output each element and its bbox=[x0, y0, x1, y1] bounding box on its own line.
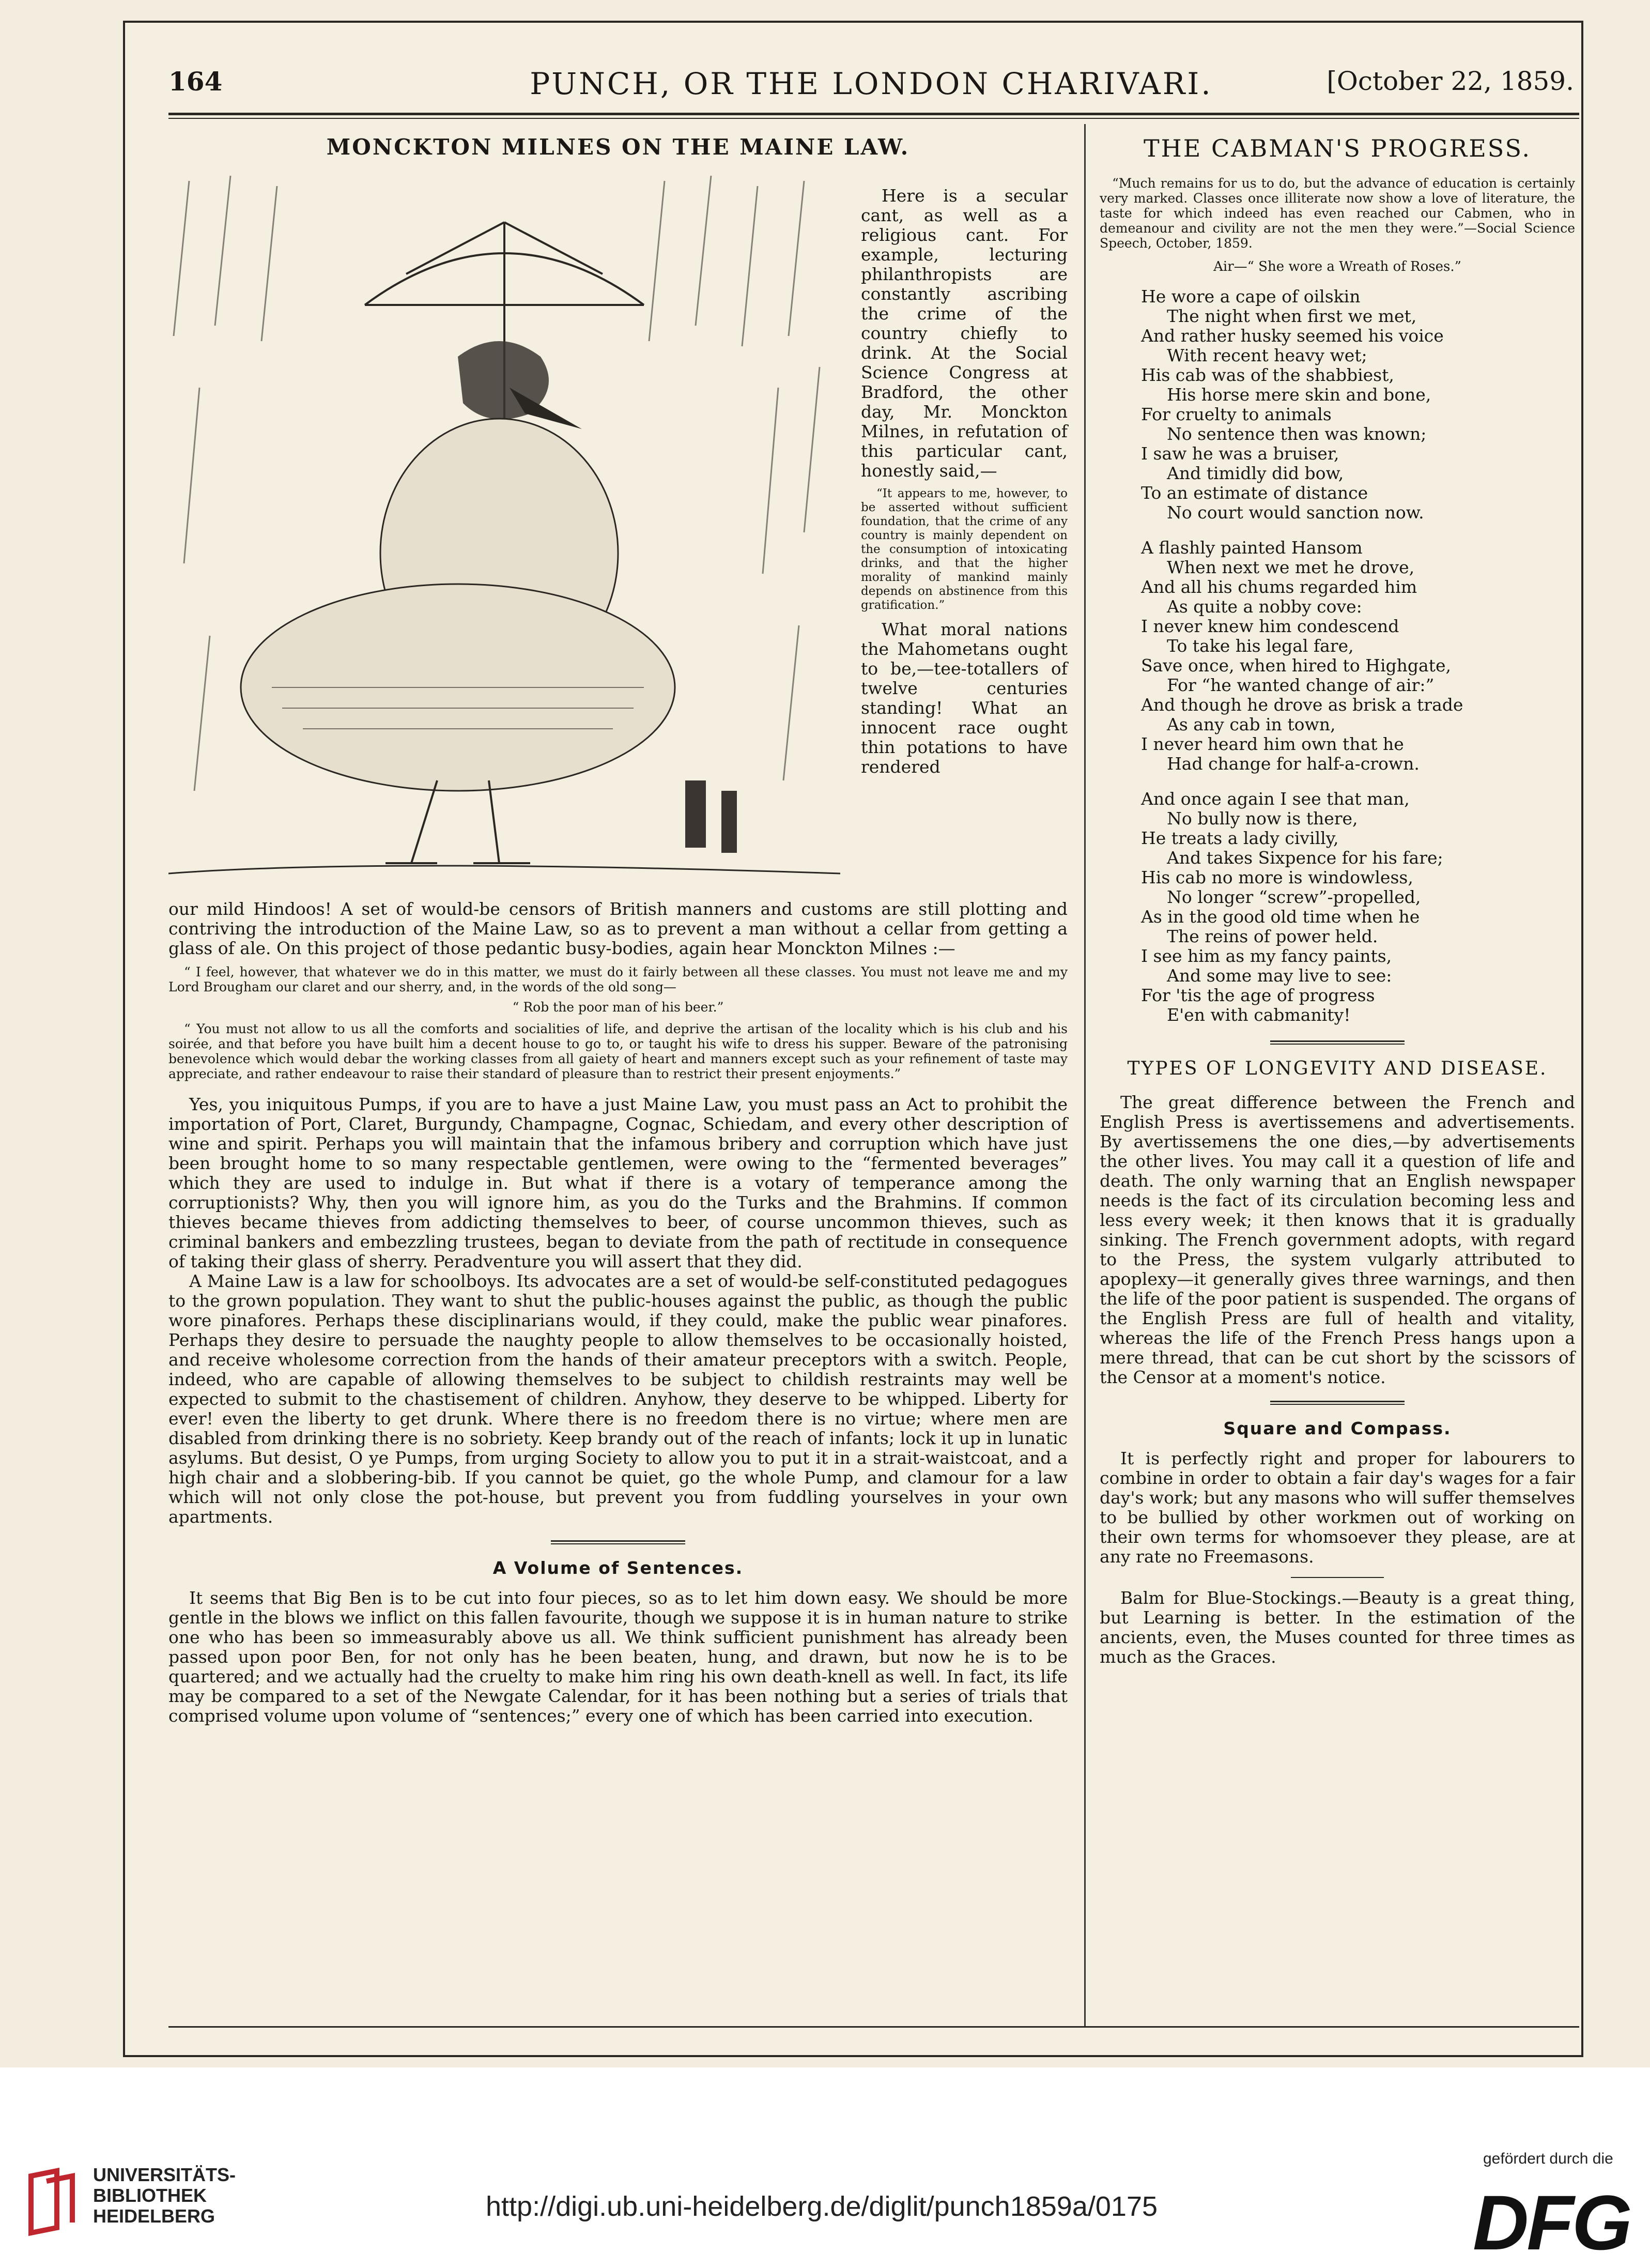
pumps-paragraph: Yes, you iniquitous Pumps, if you are to have a just Maine Law, you must pass an Act to prohibit the importation of Port, Claret, Burgundy, Champagne, Cognac, Schiedam, and every other description of wine and spirit. Perhaps you will maintain that the infamous bribery and corruption which have just been brought home to so many respectable gentlemen, were owing to the “fermented beverages” which they are used to indulge in. But what if there is a votary of temperance among the corruptionists? Why, then you will ignore him, as you do the Turks and the Brahmins. If common thieves became thieves from addicting themselves to beer, of course uncommon thieves, such as criminal bankers and embezzling trustees, began to deviate from the path of rectitude in consequence of taking their glass of sherry. Peradventure you will assert that they did. bbox=[168, 1094, 1068, 1271]
verse-line: With recent heavy wet; bbox=[1167, 345, 1367, 365]
verse-line: E'en with cabmanity! bbox=[1167, 1005, 1351, 1025]
verse-line: His cab was of the shabbiest, bbox=[1141, 365, 1394, 385]
poem-stanza-3 bbox=[1100, 789, 1575, 1025]
verse-line: His horse mere skin and bone, bbox=[1167, 385, 1431, 405]
sponsor-text: gefördert durch die bbox=[1483, 2150, 1613, 2167]
artisan-quote: “ You must not allow to us all the comforts and socialities of life, and deprive the artisan of the locality which is his club and his soirée, and that before you have built him a decent house to go to, or taught his wife to dress his supper. Beware of the patronising benevolence which would debar the working classes from all gaiety of heart and manners except such as your refinement of taste may appreciate, and rather endeavour to raise their standard of pleasure than to restrict their present enjoyments.” bbox=[168, 1021, 1068, 1081]
cartoon-illustration bbox=[168, 171, 840, 884]
rain-bird-umbrella-illustration bbox=[168, 171, 840, 884]
verse-line: For “he wanted change of air:” bbox=[1167, 675, 1435, 695]
verse-line: No court would sanction now. bbox=[1167, 502, 1424, 523]
song-quote: “ Rob the poor man of his beer.” bbox=[512, 1000, 724, 1015]
article-body-moncton bbox=[168, 899, 1068, 1726]
balm-paragraph: Balm for Blue-Stockings.—Beauty is a great thing, but Learning is better. In the estimation of the ancients, even, the Muses counted for three times as much as the Graces. bbox=[1100, 1588, 1575, 1667]
article-title-moncton: MONCKTON MILNES ON THE MAINE LAW. bbox=[326, 134, 910, 160]
issue-date: [October 22, 1859. bbox=[1327, 66, 1574, 96]
verse-line: Had change for half-a-crown. bbox=[1167, 754, 1420, 774]
verse-line: For cruelty to animals bbox=[1141, 404, 1332, 424]
milnes-quote: “It appears to me, however, to be asserted without sufficient foundation, that the crime of any country is mainly dependent on the consumption of intoxicating drinks, and that the higher morality of mankind mainly depends on abstinence from this gratification.” bbox=[861, 487, 1068, 612]
types-paragraph: The great difference between the French and English Press is avertissemens and advertisements. By avertissemens the one dies,—by advertisements the other lives. You may call it a question of life and death. The only warning that an English newspaper needs is the fact of its circulation becoming less and less every week; it then knows that it is gradually sinking. The French government adopts, with regard to the Press, the system vulgarly attributed to apoplexy—it generally gives three warnings, and then the life of the poor patient is suspended. The organs of the English Press are full of health and vitality, whereas the life of the French Press hangs upon a mere thread, that can be cut short by the scissors of the Censor at a moment's notice. bbox=[1100, 1092, 1575, 1387]
verse-line: I never knew him condescend bbox=[1141, 616, 1399, 636]
verse-line: I saw he was a bruiser, bbox=[1141, 443, 1339, 464]
right-column bbox=[1100, 134, 1575, 1667]
verse-line: And takes Sixpence for his fare; bbox=[1167, 848, 1443, 868]
section-divider bbox=[1270, 1401, 1405, 1405]
verse-line: His cab no more is windowless, bbox=[1141, 867, 1413, 887]
cabman-epigraph: “Much remains for us to do, but the advance of education is certainly very marked. Classes once illiterate now show a love of literature, the taste for which indeed has even reached our Cabmen, who in demeanour and civility are not the men they were.”—Social Science Speech, October, 1859. bbox=[1100, 176, 1575, 251]
verse-line: And rather husky seemed his voice bbox=[1141, 326, 1444, 346]
verse-line: And some may live to see: bbox=[1167, 966, 1392, 986]
cabman-poem bbox=[1100, 287, 1575, 1025]
verse-line: For 'tis the age of progress bbox=[1141, 985, 1375, 1005]
verse-line: As in the good old time when he bbox=[1141, 907, 1420, 927]
column-divider bbox=[1084, 124, 1086, 2026]
verse-line: The night when first we met, bbox=[1167, 306, 1417, 326]
poem-stanza-2 bbox=[1100, 538, 1575, 774]
section-divider bbox=[551, 1540, 685, 1544]
verse-line: To an estimate of distance bbox=[1141, 483, 1368, 503]
verse-line: And all his chums regarded him bbox=[1141, 577, 1417, 597]
verse-line: When next we met he drove, bbox=[1167, 557, 1415, 577]
dfg-logo: DFG bbox=[1473, 2179, 1630, 2266]
verse-line: He wore a cape of oilskin bbox=[1141, 286, 1361, 307]
article-title-types: TYPES OF LONGEVITY AND DISEASE. bbox=[1127, 1058, 1548, 1079]
left-column bbox=[168, 134, 1068, 1726]
verse-line: No bully now is there, bbox=[1167, 808, 1358, 829]
big-ben-paragraph: It seems that Big Ben is to be cut into four pieces, so as to let him down easy. We should be more gentle in the blows we inflict on this fallen favourite, though we suppose it is in human nature to strike one who has been so immeasurably above us all. We think sufficient punishment has already been passed upon poor Ben, for not only has he been beaten, hung, and drawn, but now he is to be quartered; and we actually had the cruelty to make him ring his own death-knell as well. In fact, its life may be compared to a set of the Newgate Calendar, for it has been nothing but a series of trials that comprised volume upon volume of “sentences;” every one of which has been carried into execution. bbox=[168, 1588, 1068, 1726]
header-rule bbox=[168, 113, 1579, 115]
illustration-sidebar-text bbox=[861, 186, 1068, 777]
section-divider-short bbox=[1291, 1577, 1384, 1578]
verse-line: The reins of power held. bbox=[1167, 926, 1378, 946]
verse-line: As quite a nobby cove: bbox=[1167, 596, 1362, 617]
digitization-footer bbox=[0, 2067, 1650, 2268]
section-divider bbox=[1270, 1040, 1405, 1045]
page-number: 164 bbox=[168, 66, 223, 97]
verse-line: He treats a lady civilly, bbox=[1141, 828, 1339, 848]
cabman-air: Air—“ She wore a Wreath of Roses.” bbox=[1213, 259, 1461, 274]
journal-title: PUNCH, OR THE LONDON CHARIVARI. bbox=[530, 66, 1213, 101]
library-name: UNIVERSITÄTS- BIBLIOTHEK HEIDELBERG bbox=[93, 2164, 236, 2227]
brougham-quote: “ I feel, however, that whatever we do in this matter, we must do it fairly between all these classes. You must not leave me and my Lord Brougham our claret and our sherry, and, in the words of the old song— bbox=[168, 964, 1068, 994]
verse-line: I see him as my fancy paints, bbox=[1141, 946, 1392, 966]
schoolboys-paragraph: A Maine Law is a law for schoolboys. Its advocates are a set of would-be self-constituted pedagogues to the grown population. They want to shut the public-houses against the public, as though the public wore pinafores. Perhaps these disciplinarians would, if they could, make the public wear pinafores. Perhaps they desire to persuade the naughty people to allow themselves to be occasionally hoisted, and receive wholesome correction from the hands of their amateur preceptors with a switch. People, indeed, who are capable of allowing themselves to be subject to childish restraints may well be expected to submit to the chastisement of children. Anyhow, they deserve to be whipped. Liberty for ever! even the liberty to get drunk. Where there is no freedom there is no virtue; where men are disabled from drinking there is no sobriety. Keep brandy out of the reach of infants; lock it up in lunatic asylums. But desist, O ye Pumps, from urging Society to allow you to put it in a strait-waistcoat, and a high chair and a slobbering-bib. If you cannot be quiet, go the whole Pump, and clamour for a law which will not only close the pot-house, but prevent you from fuddling yourselves in your own apartments. bbox=[168, 1271, 1068, 1527]
source-url-link[interactable]: http://digi.ub.uni-heidelberg.de/diglit/punch1859a/0175 bbox=[486, 2191, 1158, 2222]
verse-line: To take his legal fare, bbox=[1167, 636, 1354, 656]
poem-stanza-1 bbox=[1100, 287, 1575, 523]
intro-paragraph: Here is a secular cant, as well as a religious cant. For example, lecturing philanthropists are constantly ascribing the crime of the country chiefly to drink. At the Social Science Congress at Bradford, the other day, Mr. Monckton Milnes, in refutation of this particular cant, honestly said,— bbox=[861, 186, 1068, 481]
verse-line: I never heard him own that he bbox=[1141, 734, 1404, 754]
running-head bbox=[168, 66, 1574, 108]
bottom-rule bbox=[168, 2026, 1579, 2028]
university-library-logo-icon bbox=[21, 2166, 83, 2238]
verse-line: As any cab in town, bbox=[1167, 714, 1336, 734]
article-title-square: Square and Compass. bbox=[1223, 1418, 1452, 1438]
mahometans-paragraph: What moral nations the Mahometans ought to be,—tee-totallers of twelve centuries standing! What an innocent race ought thin potations to have rendered bbox=[861, 619, 1068, 777]
verse-line: A flashly painted Hansom bbox=[1141, 538, 1363, 558]
verse-line: Save once, when hired to Highgate, bbox=[1141, 655, 1451, 676]
header-rule-thin bbox=[168, 118, 1579, 119]
verse-line: And timidly did bow, bbox=[1167, 463, 1344, 483]
article-title-cabman: THE CABMAN'S PROGRESS. bbox=[1143, 134, 1532, 162]
square-paragraph: It is perfectly right and proper for labourers to combine in order to obtain a fair day's wages for a fair day's work; but any masons who will suffer themselves to be bullied by other workmen out of working on their own terms for whomsoever they please, are at any rate no Freemasons. bbox=[1100, 1448, 1575, 1567]
verse-line: And though he drove as brisk a trade bbox=[1141, 695, 1463, 715]
hindoos-paragraph: our mild Hindoos! A set of would-be censors of British manners and customs are still plotting and contriving the introduction of the Maine Law, so as to prevent a man without a cellar from getting a glass of ale. On this project of those pedantic busy-bodies, again hear Monckton Milnes :— bbox=[168, 899, 1068, 958]
verse-line: No longer “screw”-propelled, bbox=[1167, 887, 1421, 907]
verse-line: No sentence then was known; bbox=[1167, 424, 1427, 444]
article-title-volume: A Volume of Sentences. bbox=[492, 1558, 744, 1578]
verse-line: And once again I see that man, bbox=[1141, 789, 1410, 809]
